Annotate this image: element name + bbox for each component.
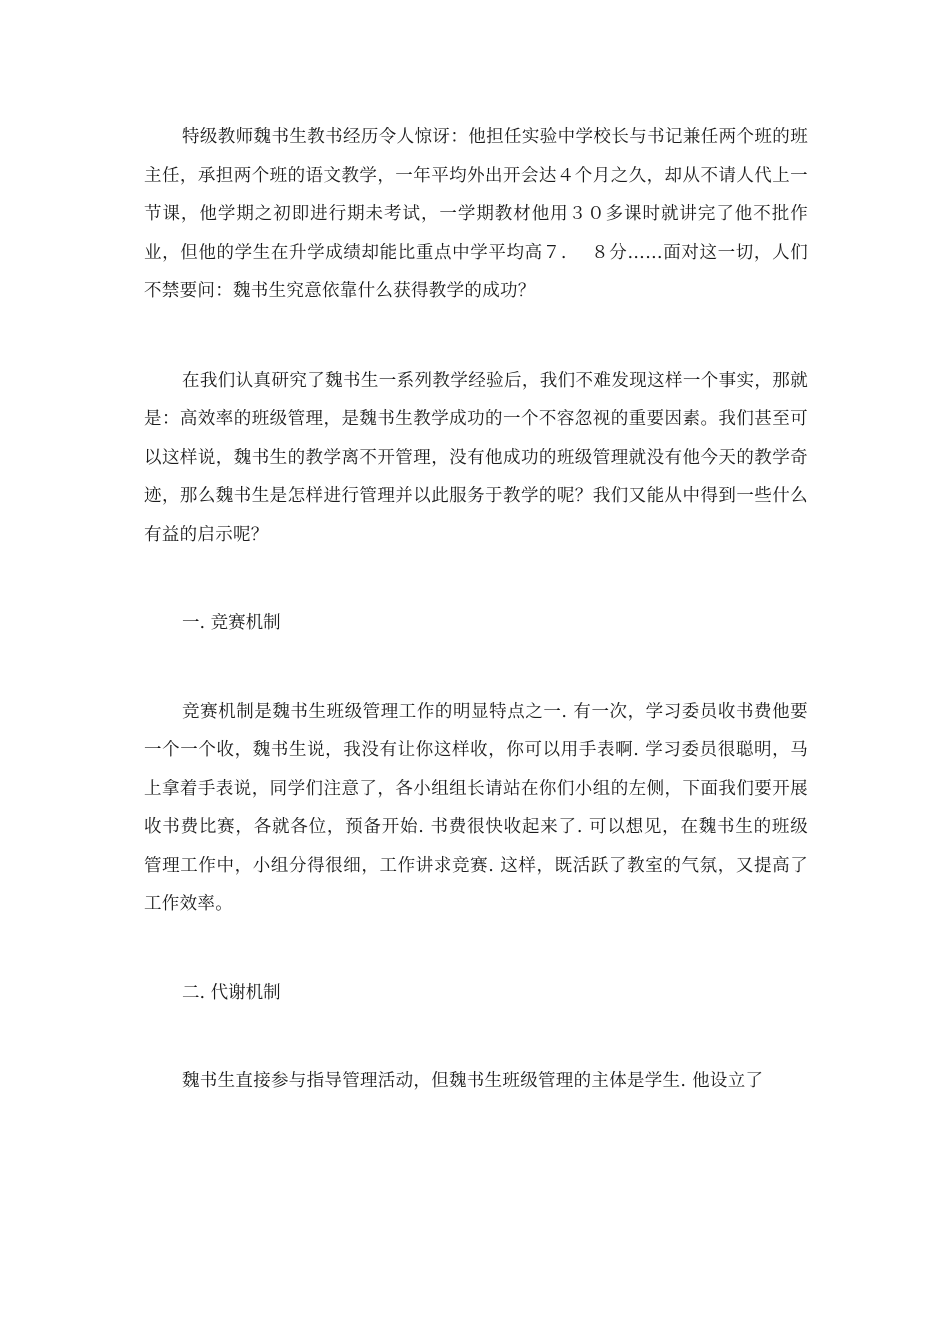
paragraph-analysis: 在我们认真研究了魏书生一系列教学经验后，我们不难发现这样一个事实，那就是：高效率的班级管理，是魏书生教学成功的一个不容忽视的重要因素。我们甚至可以这样说，魏书生的教学离不开管理，没有他成功的班级管理就没有他今天的教学奇迹，那么魏书生是怎样进行管理并以此服务于教学的呢？我们又能从中得到一些什么有益的启示呢？ xyxy=(144,370,808,545)
section-heading-competition: 一. 竞赛机制 xyxy=(182,613,281,633)
paragraph-intro: 特级教师魏书生教书经历令人惊讶：他担任实验中学校长与书记兼任两个班的班主任，承担两个班的语文教学，一年平均外出开会达４个月之久，却从不请人代上一节课，他学期之初即进行期未考试，一学期教材他用３０多课时就讲完了他不批作业，但他的学生在升学成绩却能比重点中学平均高７. ８分……面对这一切，人们不禁要问：魏书生究意依靠什么获得教学的成功？ xyxy=(144,127,808,301)
section-heading-metabolism: 二. 代谢机制 xyxy=(182,982,281,1003)
document-page xyxy=(144,118,808,1101)
paragraph-competition: 竞赛机制是魏书生班级管理工作的明显特点之一. 有一次，学习委员收书费他要一个一个收，魏书生说，我没有让你这样收，你可以用手表啊. 学习委员很聪明，马上拿着手表说，同学们注意了，各小组组长请站在你们小组的左侧，下面我们要开展收书费比赛，各就各位，预备开始. 书费很快收起来了. 可以想见，在魏书生的班级管理工作中，小组分得很细，工作讲求竞赛. 这样，既活跃了教室的气氛，又提高了工作效率。 xyxy=(144,701,808,914)
paragraph-metabolism: 魏书生直接参与指导管理活动，但魏书生班级管理的主体是学生. 他设立了 xyxy=(182,1071,764,1091)
